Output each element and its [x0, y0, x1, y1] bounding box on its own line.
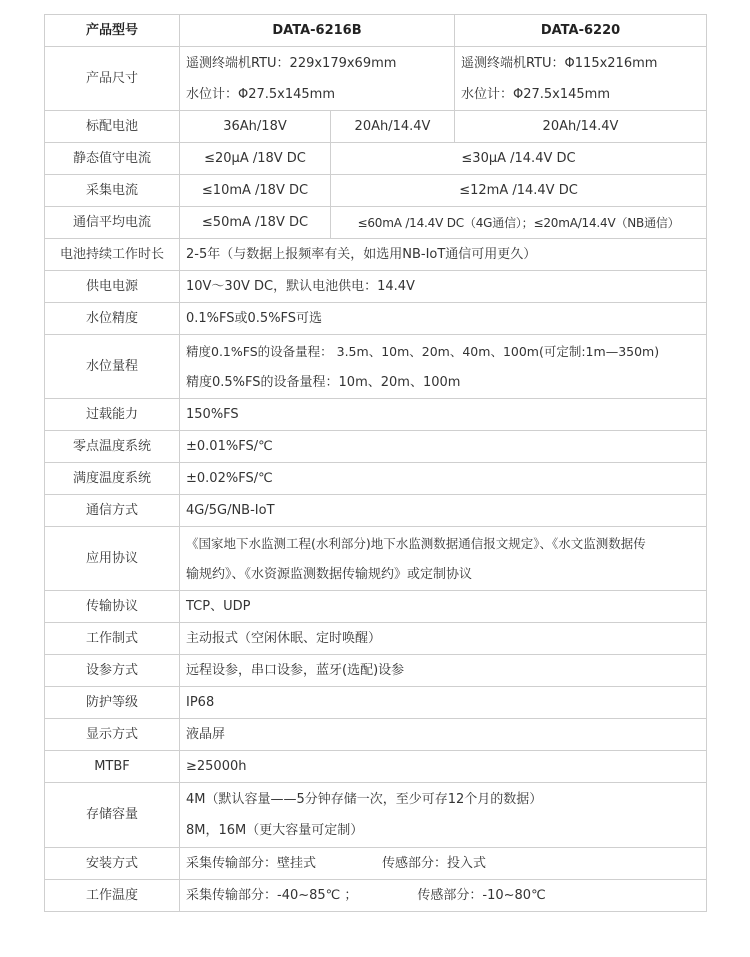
row-label-standby: 静态值守电流 [45, 143, 180, 175]
table-row-zero-temp [45, 431, 707, 463]
display-value: 液晶屏 [180, 719, 707, 751]
table-row-size [45, 47, 707, 111]
table-row-accuracy [45, 303, 707, 335]
table-row-battery-life [45, 239, 707, 271]
table-row-comm-mode [45, 495, 707, 527]
temp-part1: 采集传输部分：-40~85℃ ； [186, 887, 358, 903]
accuracy-value: 0.1%FS或0.5%FS可选 [180, 303, 707, 335]
row-label-size: 产品尺寸 [45, 47, 180, 111]
install-part1: 采集传输部分：壁挂式 [186, 855, 317, 871]
row-label-power: 供电电源 [45, 271, 180, 303]
config-value: 远程设参，串口设参，蓝牙(选配)设参 [180, 655, 707, 687]
zero-temp-value: ±0.01%FS/℃ [180, 431, 707, 463]
header-model-a: DATA-6216B [180, 15, 455, 47]
table-row-power [45, 271, 707, 303]
install-part2: 传感部分：投入式 [382, 855, 487, 871]
table-row-full-temp [45, 463, 707, 495]
table-row-work-mode [45, 623, 707, 655]
spec-table [44, 14, 707, 912]
row-label-work-mode: 工作制式 [45, 623, 180, 655]
row-label-temp: 工作温度 [45, 880, 180, 912]
row-label-transport: 传输协议 [45, 591, 180, 623]
protection-value: IP68 [180, 687, 707, 719]
row-label-install: 安装方式 [45, 848, 180, 880]
row-label-overload: 过载能力 [45, 399, 180, 431]
row-label-protection: 防护等级 [45, 687, 180, 719]
header-label: 产品型号 [45, 15, 180, 47]
header-model-b: DATA-6220 [455, 15, 707, 47]
storage-line1: 4M（默认容量——5分钟存储一次，至少可存12个月的数据） [186, 792, 543, 807]
install-cell [180, 848, 707, 880]
row-label-config: 设参方式 [45, 655, 180, 687]
sampling-value-1: ≤10mA /18V DC [180, 175, 331, 207]
storage-line2: 8M，16M（更大容量可定制） [186, 823, 364, 838]
app-protocol-line2: 输规约》、《水资源监测数据传输规约》或定制协议 [186, 566, 473, 582]
transport-value: TCP、UDP [180, 591, 707, 623]
range-line1: 精度0.1%FS的设备量程： 3.5m、10m、20m、40m、100m(可定制:1m—350m) [186, 343, 660, 359]
row-label-battery-life: 电池持续工作时长 [45, 239, 180, 271]
table-row-battery [45, 111, 707, 143]
table-row-mtbf [45, 751, 707, 783]
table-row-storage [45, 783, 707, 848]
table-row-header [45, 15, 707, 47]
row-label-battery: 标配电池 [45, 111, 180, 143]
row-label-range: 水位量程 [45, 335, 180, 399]
table-row-app-protocol [45, 527, 707, 591]
work-mode-value: 主动报式（空闲休眠、定时唤醒） [180, 623, 707, 655]
battery-value-1: 36Ah/18V [180, 111, 331, 143]
battery-value-2: 20Ah/14.4V [331, 111, 455, 143]
table-row-protection [45, 687, 707, 719]
standby-value-1: ≤20μA /18V DC [180, 143, 331, 175]
mtbf-value: ≥25000h [180, 751, 707, 783]
sampling-value-2: ≤12mA /14.4V DC [331, 175, 707, 207]
temp-part2: 传感部分：-10~80℃ [417, 887, 546, 903]
size-model-a-line2: 水位计：Φ27.5x145mm [186, 86, 336, 102]
table-row-overload [45, 399, 707, 431]
table-row-transport [45, 591, 707, 623]
table-row-install [45, 848, 707, 880]
row-label-sampling: 采集电流 [45, 175, 180, 207]
size-model-a-line1: 遥测终端机RTU：229x179x69mm [186, 55, 397, 71]
app-protocol-line1: 《国家地下水监测工程(水利部分)地下水监测数据通信报文规定》、《水文监测数据传 [186, 535, 646, 551]
row-label-storage: 存储容量 [45, 783, 180, 848]
size-model-a-cell [180, 47, 455, 111]
battery-life-value: 2-5年（与数据上报频率有关，如选用NB-IoT通信可用更久） [180, 239, 707, 271]
comm-mode-value: 4G/5G/NB-IoT [180, 495, 707, 527]
comm-current-value-2: ≤60mA /14.4V DC（4G通信）；≤20mA/14.4V（NB通信） [331, 207, 707, 239]
power-value: 10V～30V DC，默认电池供电：14.4V [180, 271, 707, 303]
table-row-comm-current [45, 207, 707, 239]
table-row-temp [45, 880, 707, 912]
standby-value-2: ≤30μA /14.4V DC [331, 143, 707, 175]
size-model-b-cell [455, 47, 707, 111]
row-label-app-protocol: 应用协议 [45, 527, 180, 591]
battery-value-3: 20Ah/14.4V [455, 111, 707, 143]
storage-cell [180, 783, 707, 848]
row-label-display: 显示方式 [45, 719, 180, 751]
table-row-display [45, 719, 707, 751]
size-model-b-line1: 遥测终端机RTU：Φ115x216mm [461, 55, 658, 71]
row-label-zero-temp: 零点温度系统 [45, 431, 180, 463]
table-row-config [45, 655, 707, 687]
size-model-b-line2: 水位计：Φ27.5x145mm [461, 86, 611, 102]
row-label-comm-mode: 通信方式 [45, 495, 180, 527]
app-protocol-cell [180, 527, 707, 591]
range-cell [180, 335, 707, 399]
row-label-comm-current: 通信平均电流 [45, 207, 180, 239]
range-line2: 精度0.5%FS的设备量程：10m、20m、100m [186, 374, 461, 390]
full-temp-value: ±0.02%FS/℃ [180, 463, 707, 495]
row-label-mtbf: MTBF [45, 751, 180, 783]
temp-cell [180, 880, 707, 912]
row-label-accuracy: 水位精度 [45, 303, 180, 335]
table-row-sampling [45, 175, 707, 207]
table-row-range [45, 335, 707, 399]
comm-current-value-1: ≤50mA /18V DC [180, 207, 331, 239]
row-label-full-temp: 满度温度系统 [45, 463, 180, 495]
overload-value: 150%FS [180, 399, 707, 431]
table-row-standby [45, 143, 707, 175]
